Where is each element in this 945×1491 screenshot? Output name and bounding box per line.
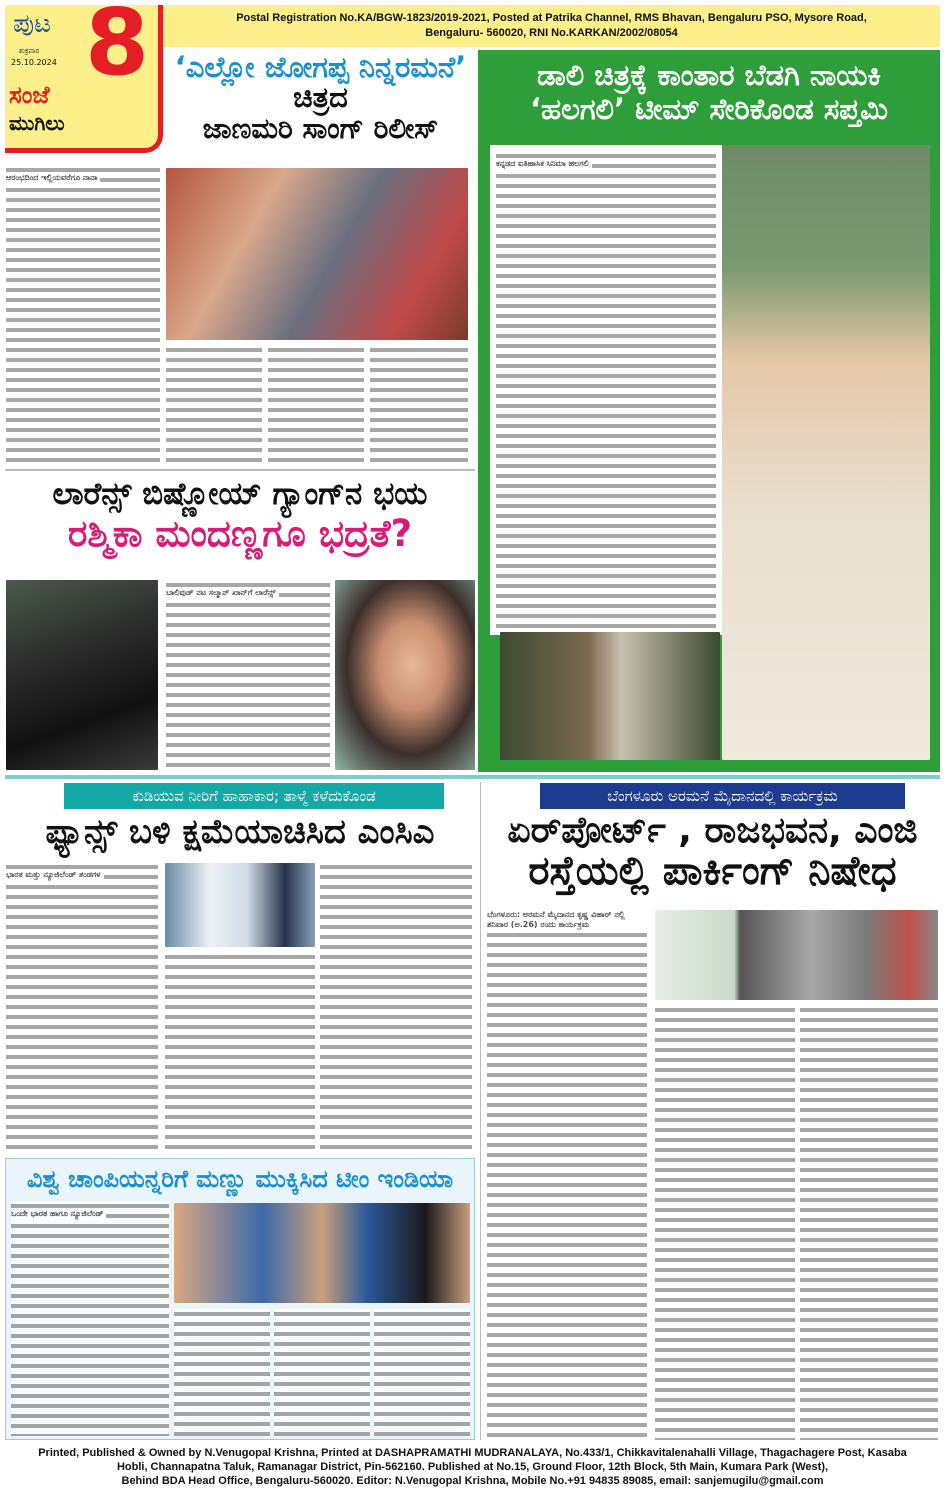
story1-body-col4 — [370, 345, 468, 463]
story1-headline — [168, 52, 473, 143]
story3-headline-line2: ರಶ್ಮಿಕಾ ಮಂದಣ್ಣಗೂ ಭದ್ರತೆ? — [67, 511, 413, 555]
story6-body-col4 — [374, 1309, 470, 1436]
story2-text-panel — [490, 145, 722, 635]
story6-lead: ಒಂದೇ ಭಾರತ ಹಾಗೂ ನ್ಯೂಜಿಲೆಂಡ್ — [11, 1209, 106, 1219]
story4-headline: ಫ್ಯಾನ್ಸ್ ಬಳಿ ಕ್ಷಮೆಯಾಚಿಸಿದ ಎಂಸಿಎ — [45, 812, 435, 852]
story2-box — [478, 50, 940, 772]
story3-lead: ಬಾಲಿವುಡ್ ನಟ ಸಲ್ಮಾನ್ ಖಾನ್‌ಗೆ ಲಾರೆನ್ಸ್ — [166, 588, 279, 598]
story4-body-col2 — [165, 952, 315, 1152]
story2-lead: ಕನ್ನಡದ ಐತಿಹಾಸಿಕ ಸಿನಿಮಾ ಹಲಗಲಿ — [496, 159, 592, 169]
story5-kicker: ಬೆಂಗಳೂರು ಅರಮನೆ ಮೈದಾನದಲ್ಲಿ ಕಾರ್ಯಕ್ರಮ — [540, 783, 905, 809]
story4-kicker: ಕುಡಿಯುವ ನೀರಿಗೆ ಹಾಹಾಕಾರ; ತಾಳ್ಮೆ ಕಳೆದುಕೊಂಡ — [64, 783, 444, 809]
story1-body-col1 — [6, 165, 160, 465]
imprint-footer — [0, 1446, 945, 1488]
story6-body-col3 — [274, 1309, 370, 1436]
footer-line-2: Hobli, Channapatna Taluk, Ramanagar District, Pin-562160. Published at No.15, Ground Floor, 12th Block, 5th Main, Kumara Park (West), — [116, 1461, 829, 1473]
postal-line-1: Postal Registration No.KA/BGW-1823/2019-2021, Posted at Patrika Channel, RMS Bhavan, Bengaluru PSO, Mysore Road, — [236, 12, 867, 24]
cricket-team-photo — [165, 863, 315, 947]
footer-line-1: Printed, Published & Owned by N.Venugopal Krishna, Printed at DASHAPRAMATHI MUDRANALAYA, No.433/1, Chikkavitalenahalli Village, Thagachagere Post, Kasaba — [38, 1447, 907, 1459]
story5-headline-line1: ಏರ್‌ಪೋರ್ಟ್ , ರಾಜಭವನ, ಎಂಜಿ — [507, 810, 918, 851]
story4-body-col1 — [6, 862, 158, 1152]
page-label: ಪುಟ — [13, 9, 52, 39]
story5-body-col3 — [800, 1005, 938, 1440]
story2-headline-line1: ಡಾಲಿ ಚಿತ್ರಕ್ಕೆ ಕಾಂತಾರ ಬೆಡಗಿ ನಾಯಕಿ — [537, 58, 881, 92]
story1-headline-quote: ‘ಎಲ್ಲೋ ಜೋಗಪ್ಪ ನಿನ್ನರಮನೆ’ — [174, 50, 467, 84]
story2-headline-line2: ‘ಹಲಗಲಿ’ ಟೀಮ್ ಸೇರಿಕೊಂಡ ಸಪ್ತಮಿ — [529, 92, 889, 127]
women-cricket-photo — [174, 1203, 470, 1303]
postal-line-2: Bengaluru- 560020, RNI No.KARKAN/2002/08054 — [425, 27, 678, 39]
story5-headline-line2: ರಸ್ತೆಯಲ್ಲಿ ಪಾರ್ಕಿಂಗ್ ನಿಷೇಧ — [528, 847, 897, 894]
story5-lead: ಬೆಂಗಳೂರು: ಅರಮನೆ ಮೈದಾನದ ಕೃಷ್ಣ ವಿಹಾರ್ ನಲ್ಲಿ ಶನಿವಾರ (ಅ.26) ರಂದು ಕಾರ್ಯಕ್ರಮ — [487, 910, 647, 930]
masthead — [5, 0, 163, 153]
story6-body-col2 — [174, 1309, 270, 1436]
footer-line-3: Behind BDA Head Office, Bengaluru-560020. Editor: N.Venugopal Krishna, Mobile No.+91 94835 89085, email: sanjemugilu@gmail.com — [121, 1475, 824, 1487]
story3-headline-line1: ಲಾರೆನ್ಸ್ ಬಿಷ್ಣೋಯ್ ಗ್ಯಾಂಗ್‌ನ ಭಯ — [52, 476, 428, 512]
story1-photo — [166, 168, 468, 340]
story1-body-col3 — [268, 345, 364, 463]
vertical-divider — [480, 782, 481, 1440]
saptami-photo — [722, 145, 930, 760]
story6-headline: ವಿಶ್ವ ಚಾಂಪಿಯನ್ನರಿಗೆ ಮಣ್ಣು ಮುಕ್ಕಿಸಿದ ಟೀಂ ಇಂಡಿಯಾ — [26, 1165, 454, 1193]
date: 25.10.2024 — [11, 58, 57, 67]
story1-headline-rest: ಚಿತ್ರದ — [293, 80, 348, 115]
story5-body-col2 — [655, 1005, 795, 1440]
story1-body-col2 — [166, 345, 262, 463]
story3-body — [166, 580, 330, 768]
story4-lead: ಭಾರತ ಮತ್ತು ನ್ಯೂಜಿಲೆಂಡ್ ತಂಡಗಳ — [6, 870, 104, 880]
divider — [5, 469, 475, 471]
story4-body-col3 — [320, 862, 472, 1152]
section-divider — [5, 775, 940, 779]
story2-headline — [478, 50, 940, 125]
story3-headline — [5, 478, 475, 553]
parking-map-and-traffic-photo — [655, 910, 938, 1000]
paper-name-1: ಸಂಜೆ — [9, 81, 50, 109]
postal-registration — [163, 5, 940, 47]
rashmika-photo — [335, 580, 475, 770]
story6-body-col1 — [11, 1201, 169, 1436]
story5-headline — [485, 812, 940, 892]
story5-body-col1 — [487, 910, 647, 1440]
saptami-photo-2 — [500, 632, 720, 760]
paper-name-2: ಮುಗಿಲು — [9, 111, 65, 135]
story6-box — [5, 1158, 475, 1440]
weekday: ಶುಕ್ರವಾರ — [19, 47, 40, 55]
page-number: 8 — [85, 0, 150, 96]
salman-photo — [6, 580, 158, 770]
story2-body — [496, 151, 716, 629]
story1-headline-line3: ಜಾಣಮರಿ ಸಾಂಗ್ ರಿಲೀಸ್ — [202, 111, 439, 145]
story1-lead: ಆರಂಭದಿಂದ ಇಲ್ಲಿಯವರೆಗೂ ನಾನಾ — [6, 173, 100, 183]
